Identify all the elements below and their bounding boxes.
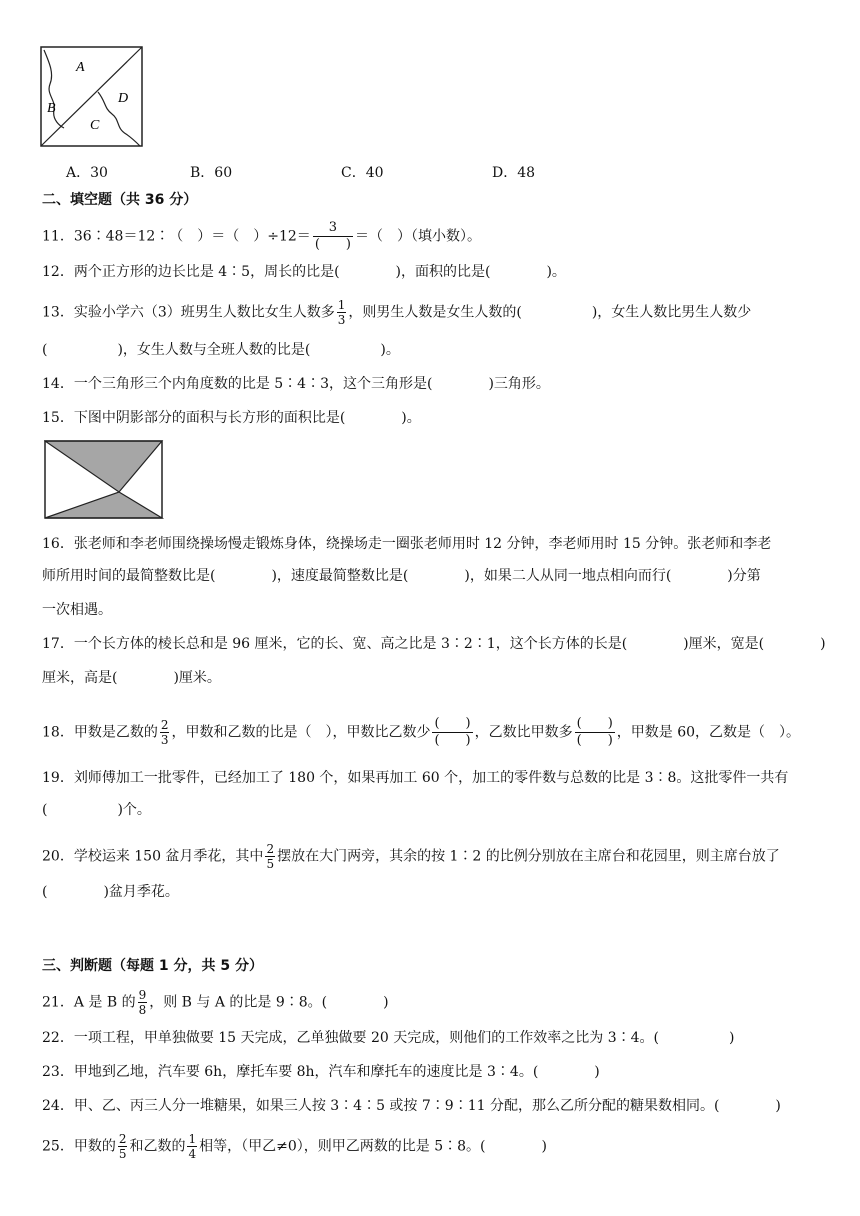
q18-p3: ，乙数比甲数多 — [474, 724, 573, 741]
q21-num: 9 — [138, 988, 147, 1002]
q18-b1-num: ( ) — [434, 716, 471, 731]
q11-post: ＝（ ）（填小数）。 — [354, 228, 481, 245]
question-16-line2: 师所用时间的最简整数比是( )，速度最简整数比是( )，如果二人从同一地点相向而行( )分第 — [42, 568, 761, 584]
question-14: 14．一个三角形三个内角度数的比是 5∶4∶3，这个三角形是( )三角形。 — [42, 376, 550, 392]
question-17-line2: 厘米，高是( )厘米。 — [42, 670, 221, 686]
square-figure — [40, 46, 144, 148]
rectangle-shaded-figure — [44, 440, 164, 520]
q18-p2: ，甲数和乙数的比是（ ），甲数比乙数少 — [171, 724, 431, 741]
q20-den: 5 — [266, 857, 275, 871]
q25-f2-den: 4 — [188, 1147, 197, 1161]
option-d: D．48 — [492, 165, 536, 181]
q13-num: 1 — [337, 298, 346, 312]
label-b: B — [47, 101, 56, 116]
q18-blank-fraction-1 — [432, 716, 472, 749]
q25-p1: 25．甲数的 — [42, 1138, 116, 1155]
section-2-title: 二、填空题（共 36 分） — [42, 192, 198, 208]
option-c: C．40 — [341, 165, 384, 181]
q21-post: ，则 B 与 A 的比是 9∶8。( ) — [149, 994, 389, 1011]
q18-p1: 18．甲数是乙数的 — [42, 724, 158, 741]
q21-fraction — [138, 988, 148, 1017]
q18-fraction — [160, 718, 170, 747]
question-21 — [42, 988, 389, 1017]
question-19-line2: ( )个。 — [42, 802, 151, 818]
q25-p3: 相等，（甲乙≠0），则甲乙两数的比是 5∶8。( ) — [199, 1138, 547, 1155]
q25-fraction-1 — [118, 1132, 128, 1161]
label-a: A — [76, 60, 85, 75]
question-15: 15．下图中阴影部分的面积与长方形的面积比是( )。 — [42, 410, 421, 426]
question-18 — [42, 716, 800, 749]
q18-p4: ，甲数是 60，乙数是（ ）。 — [616, 724, 801, 741]
q18-f1-den: 3 — [160, 733, 169, 747]
q11-num: 3 — [313, 220, 353, 237]
q18-b1-den: ( ) — [434, 733, 471, 748]
question-12: 12．两个正方形的边长比是 4∶5，周长的比是( )，面积的比是( )。 — [42, 264, 566, 280]
question-19-line1: 19．刘师傅加工一批零件，已经加工了 180 个，如果再加工 60 个，加工的零件数与总数的比是 3∶8。这批零件一共有 — [42, 770, 789, 786]
q20-fraction — [265, 842, 275, 871]
q20-pre: 20．学校运来 150 盆月季花，其中 — [42, 848, 264, 865]
q20-post: 摆放在大门两旁，其余的按 1∶2 的比例分别放在主席台和花园里，则主席台放了 — [277, 848, 780, 865]
question-11 — [42, 220, 481, 253]
label-c: C — [90, 118, 100, 133]
q11-pre: 11．36∶48＝12∶（ ）＝（ ）÷12＝ — [42, 228, 311, 245]
q13-den: 3 — [337, 313, 346, 327]
question-24: 24．甲、乙、丙三人分一堆糖果，如果三人按 3∶4∶5 或按 7∶9∶11 分配，那么乙所分配的糖果数相同。( ) — [42, 1098, 781, 1114]
label-d: D — [118, 91, 129, 106]
question-17-line1: 17．一个长方体的棱长总和是 96 厘米，它的长、宽、高之比是 3∶2∶1，这个长方体的长是( )厘米，宽是( ) — [42, 636, 826, 652]
q11-fraction — [313, 220, 353, 253]
q18-b2-num: ( ) — [576, 716, 613, 731]
question-23: 23．甲地到乙地，汽车要 6h，摩托车要 8h，汽车和摩托车的速度比是 3∶4。( ) — [42, 1064, 600, 1080]
question-16-line3: 一次相遇。 — [42, 602, 112, 618]
question-16-line1: 16．张老师和李老师围绕操场慢走锻炼身体，绕操场走一圈张老师用时 12 分钟，李老师用时 15 分钟。张老师和李老 — [42, 536, 772, 552]
q13-pre: 13．实验小学六（3）班男生人数比女生人数多 — [42, 304, 335, 321]
q11-den: ( ) — [314, 237, 351, 252]
question-20-line2: ( )盆月季花。 — [42, 884, 179, 900]
q18-f1-num: 2 — [160, 718, 169, 732]
question-20 — [42, 842, 780, 871]
option-b: B．60 — [190, 165, 233, 181]
question-25 — [42, 1132, 547, 1161]
question-13-line2: ( )，女生人数与全班人数的比是( )。 — [42, 342, 400, 358]
q18-b2-den: ( ) — [576, 733, 613, 748]
q20-num: 2 — [266, 842, 275, 856]
q13-fraction — [337, 298, 347, 327]
option-a: A．30 — [66, 165, 108, 181]
question-22: 22．一项工程，甲单独做要 15 天完成，乙单独做要 20 天完成，则他们的工作效率之比为 3∶4。( ) — [42, 1030, 735, 1046]
q25-p2: 和乙数的 — [129, 1138, 186, 1155]
question-13 — [42, 298, 751, 327]
q25-f1-den: 5 — [118, 1147, 127, 1161]
q21-den: 8 — [138, 1003, 147, 1017]
q18-blank-fraction-2 — [575, 716, 615, 749]
section-3-title: 三、判断题（每题 1 分，共 5 分） — [42, 958, 263, 974]
q21-pre: 21．A 是 B 的 — [42, 994, 136, 1011]
q25-fraction-2 — [187, 1132, 197, 1161]
q13-post: ，则男生人数是女生人数的( )，女生人数比男生人数少 — [348, 304, 752, 321]
q25-f2-num: 1 — [188, 1132, 197, 1146]
q25-f1-num: 2 — [118, 1132, 127, 1146]
